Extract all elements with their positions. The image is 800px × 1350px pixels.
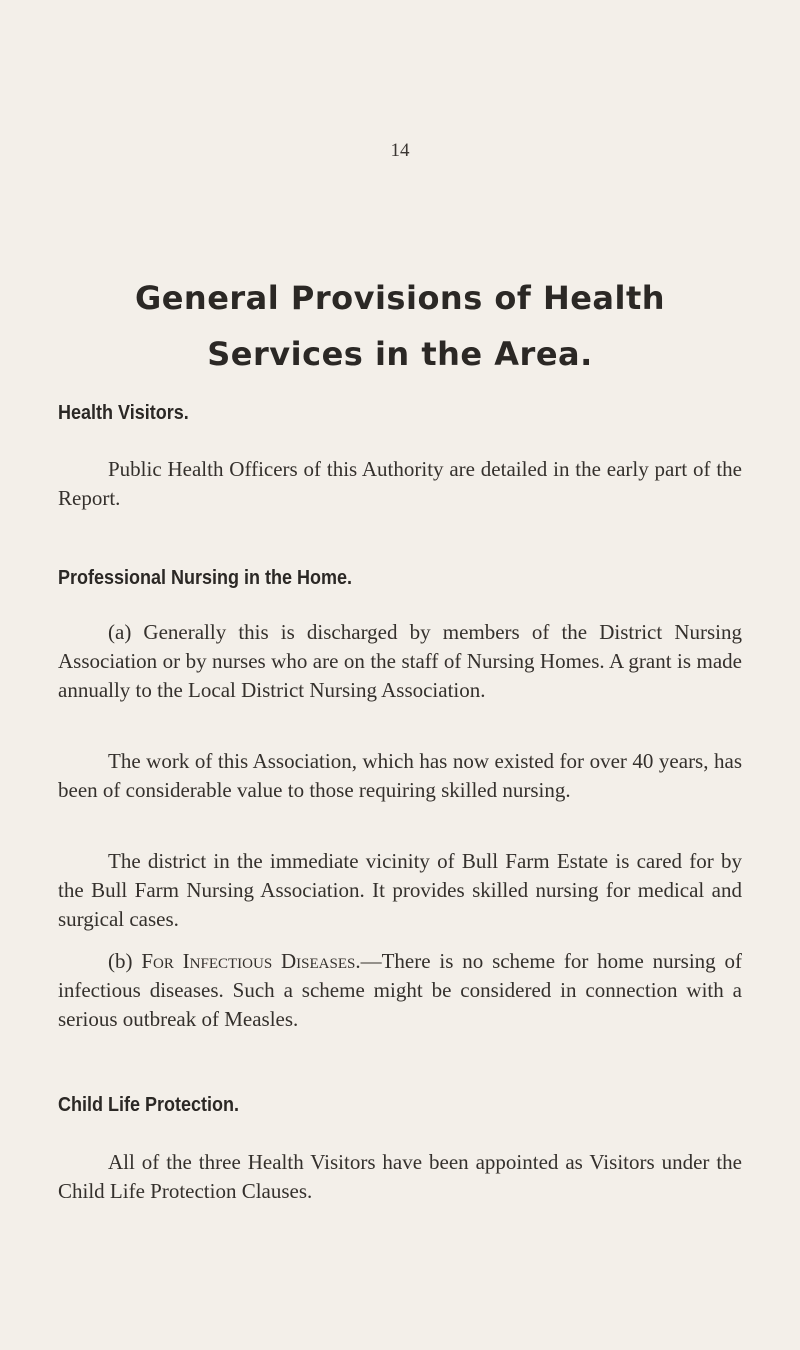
paragraph-bull-farm-district: The district in the immediate vicinity of Bull Farm Estate is cared for by the Bull Farm Nursing Association. It provides skilled nursing for medical and surgical cases.: [58, 849, 742, 931]
paragraph-health-visitors: Public Health Officers of this Authority are detailed in the early part of the Report.: [58, 457, 742, 510]
page-title: [0, 270, 800, 382]
paragraph-nursing-b-prefix: (b): [108, 949, 142, 973]
paragraph-nursing-a: (a) Generally this is discharged by members of the District Nursing Association or by nurses who are on the staff of Nursing Homes. A grant is made annually to the Local District Nursing Association.: [58, 620, 742, 702]
paragraph-nursing-association-work: The work of this Association, which has now existed for over 40 years, has been of considerable value to those requiring skilled nursing.: [58, 749, 742, 802]
heading-child-life-protection: Child Life Protection.: [58, 1094, 240, 1116]
page-title-line-1: General Provisions of Health: [134, 279, 666, 317]
paragraph-nursing-b-subheading: For Infectious Diseases.: [141, 949, 361, 973]
page-number: 14: [390, 140, 410, 161]
paragraph-child-life-protection: All of the three Health Visitors have been appointed as Visitors under the Child Life Protection Clauses.: [58, 1150, 742, 1203]
heading-professional-nursing: Professional Nursing in the Home.: [58, 567, 353, 589]
page-title-line-2: Services in the Area.: [207, 335, 593, 373]
heading-health-visitors: Health Visitors.: [58, 402, 189, 424]
paragraph-nursing-b: [58, 947, 742, 1034]
paragraph-nursing-b-text: —There is no scheme for home nursing of infectious diseases. Such a scheme might be considered in connection with a serious outbreak of Measles.: [58, 949, 742, 1031]
